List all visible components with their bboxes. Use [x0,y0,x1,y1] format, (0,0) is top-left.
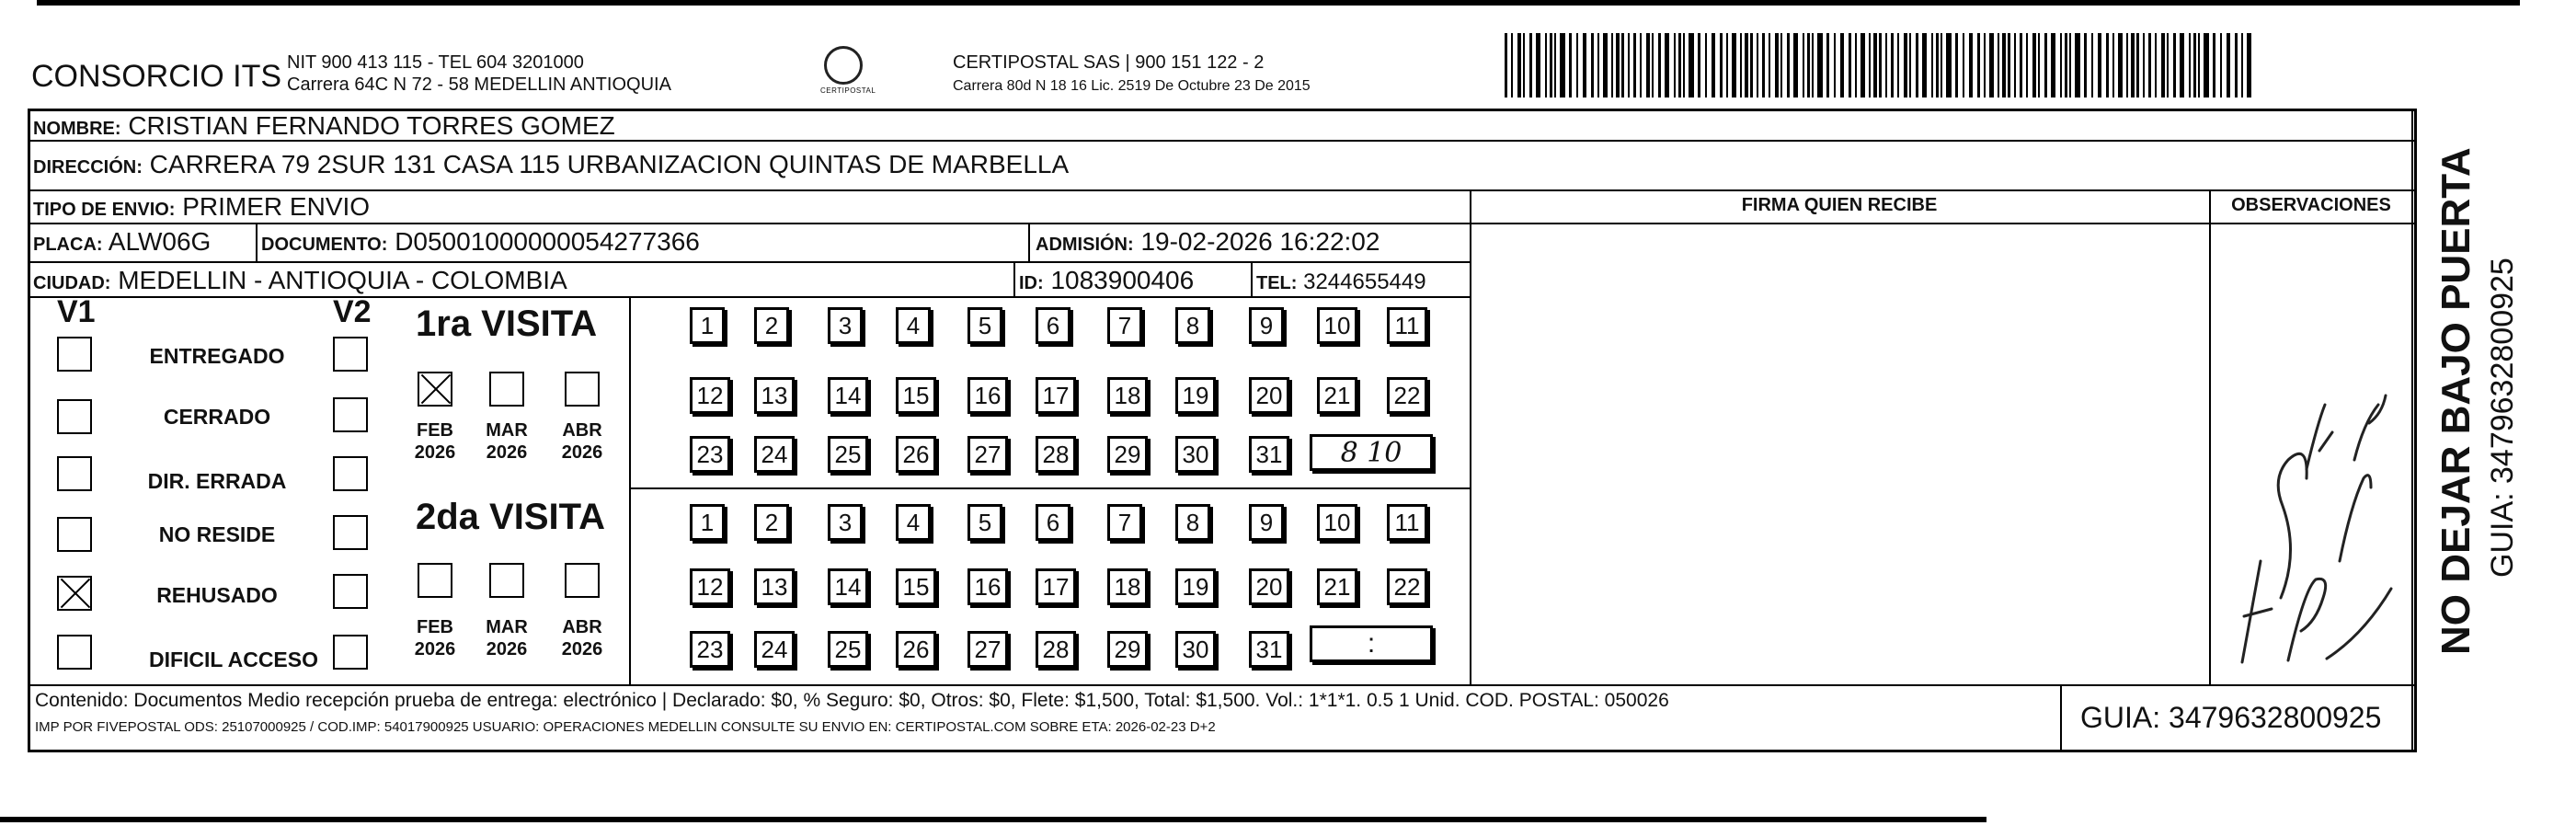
barcode-bar [2106,33,2109,97]
barcode-bar [2167,33,2169,97]
barcode-bar [1793,33,1798,97]
bottom-edge-bar [0,817,1986,822]
month-feb: FEB [417,617,453,637]
second-visit-abr-checkbox[interactable] [565,563,600,598]
barcode-bar [1652,33,1654,97]
first-visit-feb-checkbox-checked[interactable] [418,372,452,407]
barcode-bar [2241,33,2243,97]
first-visit-day-7[interactable]: 7 [1107,307,1142,344]
barcode-bar [2014,33,2016,97]
barcode-bar [1855,33,1857,97]
barcode-bar [1787,33,1790,97]
barcode-bar [1560,33,1565,97]
v2-cerrado-checkbox[interactable] [333,397,368,432]
barcode-bar [1705,33,1707,97]
barcode-bar [1775,33,1779,97]
first-visit-day-8[interactable]: 8 [1175,307,1210,344]
barcode-bar [2235,33,2238,97]
second-visit-day-5[interactable]: 5 [967,504,1002,541]
second-visit-day-22[interactable]: 22 [1387,568,1427,605]
col-divider [2411,109,2413,752]
ciudad-label: CIUDAD: [33,273,111,293]
direccion-label: DIRECCIÓN: [33,157,143,178]
second-visit-day-24[interactable]: 24 [754,631,795,668]
tel-label: TEL: [1256,273,1298,293]
reason-cerrado: CERRADO [163,405,271,429]
barcode-bar [2161,33,2165,97]
first-visit-day-24[interactable]: 24 [754,436,795,473]
second-visit-day-6[interactable]: 6 [1036,504,1070,541]
company-address: Carrera 64C N 72 - 58 MEDELLIN ANTIOQUIA [287,75,671,95]
barcode-bar [1545,33,1547,97]
barcode-bar [2026,33,2028,97]
side-guia: GUIA: 3479632800925 [2485,258,2520,578]
year-abr: 2026 [561,639,603,659]
barcode-bar [2098,33,2101,97]
certipostal-info: CERTIPOSTAL SAS | 900 151 122 - 2 [953,52,1265,73]
documento-value: D05001000000054277366 [395,227,700,256]
second-visit-day-3[interactable]: 3 [828,504,863,541]
month-mar: MAR [486,420,528,441]
first-visit-day-26[interactable]: 26 [896,436,936,473]
barcode-bar [1621,33,1624,97]
documento-label: DOCUMENTO: [261,235,388,255]
barcode-bar [2204,33,2209,97]
v1-header: V1 [57,294,96,329]
col-divider [2209,189,2211,684]
side-warning: NO DEJAR BAJO PUERTA [2433,147,2479,655]
second-visit-day-2[interactable]: 2 [754,504,789,541]
barcode-bar [1998,33,1999,97]
second-visit-day-29[interactable]: 29 [1107,631,1148,668]
firma-header: FIRMA QUIEN RECIBE [1741,195,1938,215]
barcode-bar [1891,33,1894,97]
barcode-bar [1536,33,1540,97]
second-visit-day-8[interactable]: 8 [1175,504,1210,541]
barcode-bar [1683,33,1685,97]
first-visit-title: 1ra VISITA [416,304,598,344]
footer-print-info: IMP POR FIVEPOSTAL ODS: 25107000925 / COD.IMP: 54017900925 USUARIO: OPERACIONES MEDELLIN CONSULTE SU ENVIO EN: CERTIPOSTAL.COM SOBRE ETA: 2026-02-23 D+2 [35,719,1216,735]
first-visit-day-6[interactable]: 6 [1036,307,1070,344]
second-visit-day-7[interactable]: 7 [1107,504,1142,541]
footer-contents: Contenido: Documentos Medio recepción prueba de entrega: electrónico | Declarado: $0, % Seguro: $0, Otros: $0, Flete: $1,500, Total: $1,500. Vol.: 1*1*1. 0.5 1 Unid. COD. POSTAL: 050026 [35,690,1669,711]
second-visit-title: 2da VISITA [416,497,605,537]
barcode-bar [1969,33,1973,97]
first-visit-day-15[interactable]: 15 [896,377,936,414]
admision-value: 19-02-2026 16:22:02 [1140,227,1380,256]
barcode-bar [1628,33,1630,97]
barcode-bar [1597,33,1599,97]
v2-rehusado-checkbox[interactable] [333,574,368,609]
barcode-bar [2044,33,2047,97]
barcode-bar [2173,33,2176,97]
barcode-bar [1931,33,1933,97]
first-visit-day-2[interactable]: 2 [754,307,789,344]
first-visit-time[interactable] [1310,434,1433,471]
barcode-bar [2032,33,2036,97]
v1-entregado-checkbox[interactable] [57,337,92,372]
barcode-bar [1757,33,1758,97]
barcode [1505,33,2259,97]
v2-dificil-acceso-checkbox[interactable] [333,635,368,670]
v1-dir-errada-checkbox[interactable] [57,456,92,491]
first-visit-day-18[interactable]: 18 [1107,377,1148,414]
barcode-bar [1803,33,1804,97]
barcode-bar [1879,33,1882,97]
second-visit-day-10[interactable]: 10 [1317,504,1357,541]
barcode-bar [1946,33,1952,97]
year-feb: 2026 [414,442,456,463]
barcode-bar [1885,33,1887,97]
year-mar: 2026 [486,442,528,463]
barcode-bar [1780,33,1782,97]
first-visit-abr-checkbox[interactable] [565,372,600,407]
barcode-bar [1569,33,1572,97]
barcode-bar [2247,33,2251,97]
barcode-bar [1720,33,1723,97]
barcode-bar [2038,33,2040,97]
tel-value: 3244655449 [1303,269,1426,294]
col-divider [629,296,631,684]
barcode-bar [1840,33,1844,97]
barcode-bar [2051,33,2055,97]
year-mar: 2026 [486,639,528,659]
second-visit-mar-checkbox[interactable] [489,563,524,598]
first-visit-day-10[interactable]: 10 [1317,307,1357,344]
second-visit-time-value: : [1367,628,1376,659]
first-visit-day-9[interactable]: 9 [1249,307,1284,344]
barcode-bar [2084,33,2087,97]
second-visit-feb-checkbox[interactable] [418,563,452,598]
handwritten-observation [2216,368,2410,671]
barcode-bar [1834,33,1836,97]
v2-no-reside-checkbox[interactable] [333,515,368,550]
second-visit-day-27[interactable]: 27 [967,631,1008,668]
first-visit-day-16[interactable]: 16 [967,377,1008,414]
barcode-bar [2213,33,2215,97]
tipo-envio-value: PRIMER ENVIO [182,192,371,221]
first-visit-day-3[interactable]: 3 [828,307,863,344]
first-visit-day-14[interactable]: 14 [828,377,868,414]
barcode-bar [1955,33,1958,97]
barcode-bar [1674,33,1676,97]
barcode-bar [2143,33,2145,97]
second-visit-day-28[interactable]: 28 [1036,631,1076,668]
direccion-value: CARRERA 79 2SUR 131 CASA 115 URBANIZACION QUINTAS DE MARBELLA [149,150,1070,178]
second-visit-day-9[interactable]: 9 [1249,504,1284,541]
certipostal-logo-icon [824,46,863,85]
certipostal-address: Carrera 80d N 18 16 Lic. 2519 De Octubre 23 De 2015 [953,78,1311,94]
second-visit-day-15[interactable]: 15 [896,568,936,605]
v2-dir-errada-checkbox[interactable] [333,456,368,491]
col-divider [1028,223,1030,261]
first-visit-day-5[interactable]: 5 [967,307,1002,344]
v1-rehusado-checkbox-checked[interactable] [57,576,92,611]
barcode-bar [1712,33,1715,97]
footer-divider [28,684,2417,686]
first-visit-day-28[interactable]: 28 [1036,436,1076,473]
second-visit-day-26[interactable]: 26 [896,631,936,668]
first-visit-day-22[interactable]: 22 [1387,377,1427,414]
barcode-bar [1909,33,1911,97]
barcode-bar [1529,33,1532,97]
barcode-bar [2060,33,2062,97]
reason-rehusado: REHUSADO [156,583,278,607]
first-visit-day-23[interactable]: 23 [690,436,730,473]
barcode-bar [1523,33,1525,97]
second-visit-day-31[interactable]: 31 [1249,631,1289,668]
barcode-bar [1922,33,1927,97]
barcode-bar [1769,33,1770,97]
barcode-bar [2065,33,2067,97]
barcode-bar [2008,33,2010,97]
first-visit-day-17[interactable]: 17 [1036,377,1076,414]
barcode-bar [1941,33,1942,97]
barcode-bar [1897,33,1899,97]
first-visit-day-11[interactable]: 11 [1387,307,1427,344]
second-visit-day-1[interactable]: 1 [690,504,725,541]
barcode-bar [1732,33,1736,97]
barcode-bar [2136,33,2139,97]
barcode-bar [2193,33,2196,97]
month-abr: ABR [562,617,602,637]
first-visit-mar-checkbox[interactable] [489,372,524,407]
barcode-bar [1984,33,1986,97]
barcode-bar [1916,33,1918,97]
barcode-bar [1611,33,1613,97]
second-visit-day-14[interactable]: 14 [828,568,868,605]
row-divider [28,261,1470,263]
v1-dificil-acceso-checkbox[interactable] [57,635,92,670]
barcode-bar [1698,33,1700,97]
barcode-bar [1633,33,1636,97]
barcode-bar [2155,33,2157,97]
barcode-bar [2002,33,2006,97]
barcode-bar [1658,33,1661,97]
second-visit-day-17[interactable]: 17 [1036,568,1076,605]
barcode-bar [2198,33,2200,97]
barcode-bar [2227,33,2230,97]
barcode-bar [1904,33,1907,97]
barcode-bar [2091,33,2093,97]
barcode-bar [1640,33,1642,97]
nombre-label: NOMBRE: [33,119,121,139]
barcode-bar [1583,33,1586,97]
barcode-bar [1817,33,1823,97]
first-visit-day-1[interactable]: 1 [690,307,725,344]
row-divider [28,223,2417,224]
ciudad-value: MEDELLIN - ANTIOQUIA - COLOMBIA [118,266,567,294]
first-visit-day-12[interactable]: 12 [690,377,730,414]
v1-cerrado-checkbox[interactable] [57,399,92,434]
first-visit-day-19[interactable]: 19 [1175,377,1216,414]
barcode-bar [1826,33,1829,97]
admision-label: ADMISIÓN: [1036,235,1134,255]
barcode-bar [1807,33,1810,97]
col-divider [1251,261,1253,296]
barcode-bar [1762,33,1765,97]
month-mar: MAR [486,617,528,637]
second-visit-day-11[interactable]: 11 [1387,504,1427,541]
second-visit-day-12[interactable]: 12 [690,568,730,605]
barcode-bar [1576,33,1578,97]
barcode-bar [1591,33,1594,97]
barcode-bar [1989,33,1994,97]
month-abr: ABR [562,420,602,441]
first-visit-day-25[interactable]: 25 [828,436,868,473]
second-visit-day-25[interactable]: 25 [828,631,868,668]
barcode-bar [2075,33,2080,97]
barcode-bar [1505,33,1507,97]
first-visit-day-21[interactable]: 21 [1317,377,1357,414]
barcode-bar [1646,33,1650,97]
barcode-bar [1740,33,1742,97]
reason-dificil-acceso: DIFICIL ACCESO [148,648,318,671]
barcode-bar [1745,33,1748,97]
first-visit-day-29[interactable]: 29 [1107,436,1148,473]
col-divider [2060,684,2062,752]
month-feb: FEB [417,420,453,441]
barcode-bar [1550,33,1552,97]
barcode-bar [1977,33,1980,97]
barcode-bar [1963,33,1964,97]
year-abr: 2026 [561,442,603,463]
observaciones-header: OBSERVACIONES [2231,195,2391,215]
second-visit-day-21[interactable]: 21 [1317,568,1357,605]
barcode-bar [2112,33,2114,97]
barcode-bar [2189,33,2191,97]
company-nit: NIT 900 413 115 - TEL 604 3201000 [287,52,584,73]
first-visit-day-20[interactable]: 20 [1249,377,1289,414]
row-divider [629,487,1470,489]
barcode-bar [1812,33,1814,97]
v2-entregado-checkbox[interactable] [333,337,368,372]
col-divider [1470,189,1471,684]
id-value: 1083900406 [1050,266,1195,294]
barcode-bar [1511,33,1513,97]
barcode-bar [2126,33,2128,97]
barcode-bar [2020,33,2022,97]
barcode-bar [1849,33,1851,97]
barcode-bar [1554,33,1556,97]
barcode-bar [2069,33,2071,97]
reason-no-reside: NO RESIDE [158,522,276,546]
reason-entregado: ENTREGADO [149,344,285,368]
footer-guia: GUIA: 3479632800925 [2080,701,2382,734]
first-visit-day-4[interactable]: 4 [896,307,931,344]
reason-dir-errada: DIR. ERRADA [147,469,287,493]
second-visit-day-18[interactable]: 18 [1107,568,1148,605]
second-visit-day-13[interactable]: 13 [754,568,795,605]
barcode-bar [1678,33,1681,97]
row-divider [28,189,2417,191]
first-visit-day-31[interactable]: 31 [1249,436,1289,473]
barcode-bar [1689,33,1694,97]
nombre-value: CRISTIAN FERNANDO TORRES GOMEZ [128,111,615,140]
barcode-bar [1860,33,1865,97]
barcode-bar [1603,33,1608,97]
barcode-bar [2180,33,2184,97]
second-visit-day-4[interactable]: 4 [896,504,931,541]
col-divider [1013,261,1015,296]
top-edge-bar [37,0,2520,6]
barcode-bar [1616,33,1620,97]
col-divider [256,223,258,261]
second-visit-day-23[interactable]: 23 [690,631,730,668]
first-visit-time-value: 8 10 [1340,436,1402,469]
barcode-bar [2118,33,2123,97]
second-visit-day-19[interactable]: 19 [1175,568,1216,605]
placa-value: ALW06G [108,227,212,256]
placa-label: PLACA: [33,235,103,255]
barcode-bar [1726,33,1728,97]
barcode-bar [1517,33,1521,97]
barcode-bar [1665,33,1669,97]
second-visit-day-20[interactable]: 20 [1249,568,1289,605]
barcode-bar [1750,33,1753,97]
logo-caption: CERTIPOSTAL [820,86,876,95]
year-feb: 2026 [414,639,456,659]
second-visit-day-16[interactable]: 16 [967,568,1008,605]
company-name: CONSORCIO ITS [31,59,282,94]
first-visit-day-13[interactable]: 13 [754,377,795,414]
v1-no-reside-checkbox[interactable] [57,517,92,552]
id-label: ID: [1019,273,1044,293]
v2-header: V2 [333,294,372,329]
first-visit-day-27[interactable]: 27 [967,436,1008,473]
second-visit-day-30[interactable]: 30 [1175,631,1216,668]
tipo-envio-label: TIPO DE ENVIO: [33,200,176,220]
barcode-bar [1869,33,1871,97]
barcode-bar [2131,33,2135,97]
barcode-bar [1936,33,1939,97]
barcode-bar [1873,33,1877,97]
first-visit-day-30[interactable]: 30 [1175,436,1216,473]
barcode-bar [2220,33,2222,97]
barcode-bar [2148,33,2151,97]
second-visit-time[interactable] [1310,625,1433,662]
